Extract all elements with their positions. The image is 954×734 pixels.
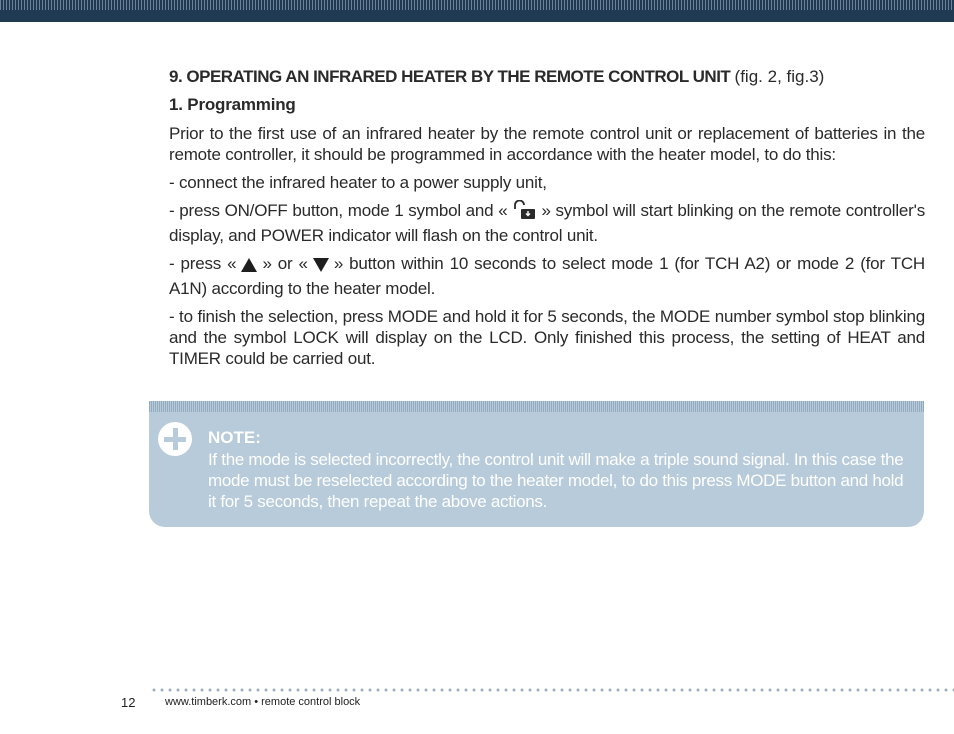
intro-paragraph: Prior to the first use of an infrared heater by the remote control unit or replacement of batteries in the remote controller, it should be programmed in accordance with the heater model, to do this: (169, 124, 925, 164)
subsection-title: 1. Programming (169, 95, 296, 114)
note-text: If the mode is selected incorrectly, the control unit will make a triple sound signal. In this case the mode must be reselected according to the heater model, to do this press MODE button and hold it for 5 seconds, then repeat the above actions. (208, 450, 904, 511)
step-select-or: » or « (262, 254, 308, 273)
down-triangle-icon (312, 257, 330, 278)
figure-reference: (fig. 2, fig.3) (734, 67, 825, 86)
step-select-start: - press « (169, 254, 237, 273)
section-title-text: 9. OPERATING AN INFRARED HEATER BY THE REMOTE CONTROL UNIT (169, 67, 731, 86)
step-press-onoff-end: » symbol will start blinking on the remote controller's display, and POWER indicator will flash on the control unit. (169, 201, 925, 245)
footer-site: www.timberk.com • remote control block (165, 696, 361, 708)
step-press-onoff-start: - press ON/OFF button, mode 1 symbol and « (169, 201, 508, 220)
step-select-end: » button within 10 seconds to select mode 1 (for TCH A2) or mode 2 (for TCH A1N) according to the heater model. (169, 254, 925, 298)
plus-icon (158, 422, 192, 456)
step-finish: - to finish the selection, press MODE and hold it for 5 seconds, the MODE number symbol stop blinking and the symbol LOCK will display on the LCD. Only finished this process, the setting of HEAT and TIMER could be carried out. (169, 307, 925, 368)
footer-divider (150, 688, 954, 692)
unlock-icon (511, 200, 537, 225)
page-number: 12 (121, 695, 136, 710)
step-connect: - connect the infrared heater to a power supply unit, (169, 173, 547, 192)
note-stripe (149, 401, 924, 412)
section-title (169, 66, 925, 87)
main-content (169, 66, 925, 376)
header-bar (0, 0, 954, 22)
up-triangle-icon (240, 257, 258, 278)
note-title: NOTE: (208, 428, 261, 447)
step-press-onoff (169, 200, 925, 246)
note-box (149, 401, 924, 527)
header-tick-strip (0, 0, 954, 10)
step-select-mode (169, 253, 925, 299)
